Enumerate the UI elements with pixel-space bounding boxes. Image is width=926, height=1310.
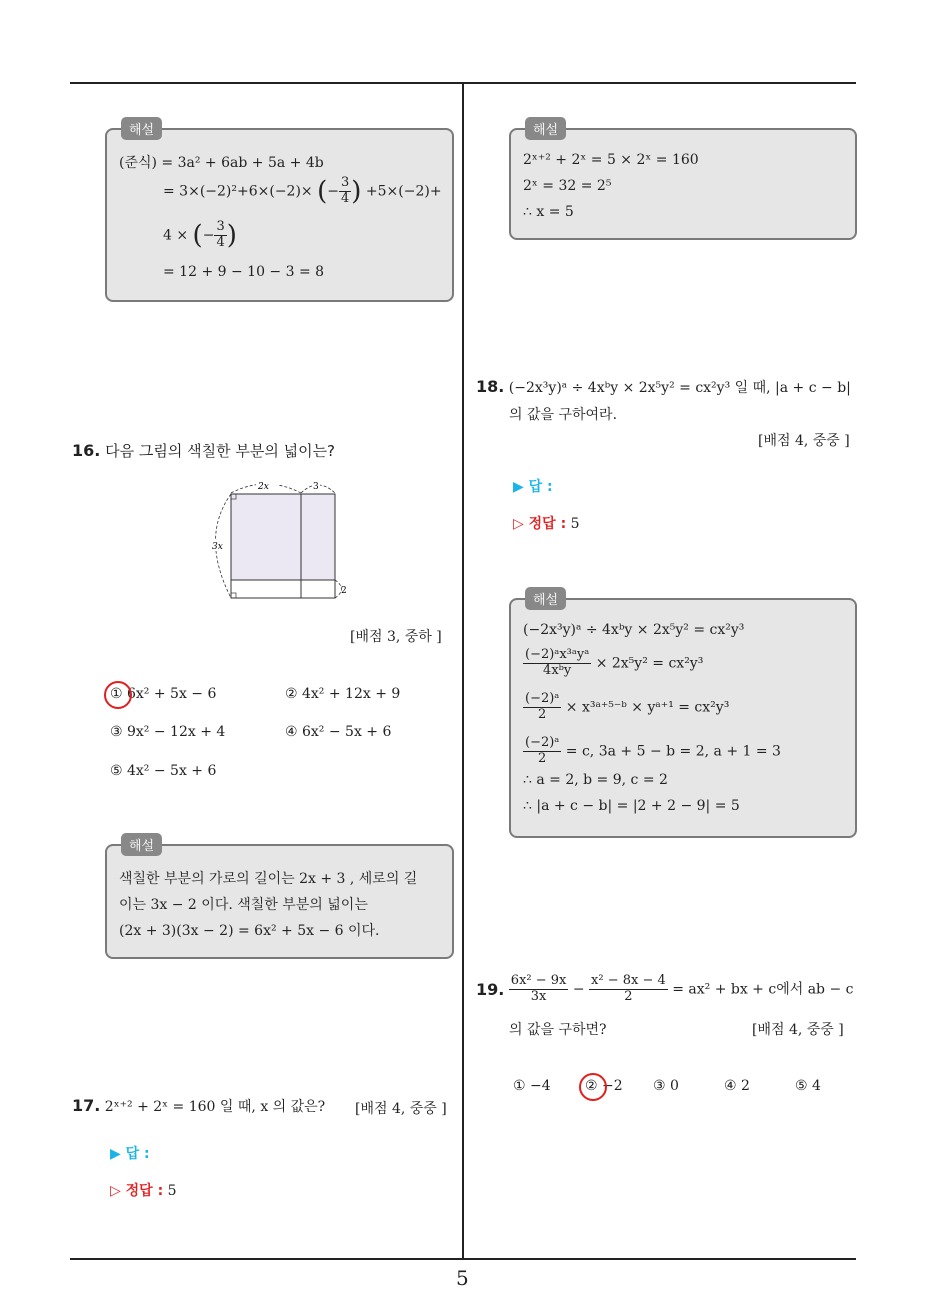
choice-1[interactable]: ① −4 (513, 1078, 551, 1094)
label-2x: 2x (258, 482, 269, 492)
choice-1[interactable]: ① 6x² + 5x − 6 (110, 686, 217, 702)
solution-tag: 해설 (121, 833, 162, 856)
label-3x: 3x (212, 542, 223, 552)
choice-5[interactable]: ⑤ 4 (795, 1078, 821, 1094)
solution-line: (2x + 3)(3x − 2) = 6x² + 5x − 6 이다. (119, 923, 380, 939)
question-18: 18. (−2x³y)ᵃ ÷ 4xᵇy × 2x⁵y² = cx²y³ 일 때, |a + c − b| (476, 377, 851, 396)
solution-line: (준식) = 3a² + 6ab + 5a + 4b (119, 155, 324, 171)
q16-score: [배점 3, 중하 ] (350, 629, 442, 645)
solution-box-15 (105, 123, 454, 302)
solution-line: $\frac{\text{(−2)ᵃ}}{2}$ = c, 3a + 5 − b = 2, a + 1 = 3 (525, 735, 781, 766)
solution-line: 2ˣ⁺² + 2ˣ = 5 × 2ˣ = 160 (523, 152, 699, 168)
solution-line: $\frac{\text{(−2)ᵃx³ᵃyᵃ}}{\text{4xᵇy}}$ × 2x⁵y² = cx²y³ (525, 647, 704, 678)
selected-answer-mark (579, 1073, 607, 1101)
choice-2[interactable]: ② 4x² + 12x + 9 (285, 686, 401, 702)
solution-line: (−2x³y)ᵃ ÷ 4xᵇy × 2x⁵y² = cx²y³ (523, 622, 745, 638)
q18-score: [배점 4, 중중 ] (758, 433, 850, 449)
question-text-cont: 의 값을 구하여라. (509, 407, 618, 423)
question-17: 17. 2ˣ⁺² + 2ˣ = 160 일 때, x 의 값은? (72, 1096, 326, 1115)
question-text: 다음 그림의 색칠한 부분의 넓이는? (105, 442, 336, 460)
solution-line: = 12 + 9 − 10 − 3 = 8 (163, 264, 325, 280)
solution-line: 이는 3x − 2 이다. 색칠한 부분의 넓이는 (119, 897, 368, 913)
label-2: 2 (341, 586, 347, 596)
page-number: 5 (456, 1266, 469, 1290)
question-text-cont: 의 값을 구하면? (509, 1022, 607, 1038)
question-text: (−2x³y)ᵃ ÷ 4xᵇy × 2x⁵y² = cx²y³ 일 때, |a + c − b| (508, 380, 851, 396)
choice-3[interactable]: ③ 9x² − 12x + 4 (110, 724, 226, 740)
bottom-rule (70, 1258, 856, 1260)
q17-score: [배점 4, 중중 ] (355, 1101, 447, 1117)
q19-score: [배점 4, 중중 ] (752, 1022, 844, 1038)
solution-line: 색칠한 부분의 가로의 길이는 2x + 3 , 세로의 길 (119, 871, 418, 887)
q18-correct: ▷ 정답 : 5 (513, 516, 580, 532)
solution-box-18 (509, 593, 857, 838)
choice-5[interactable]: ⑤ 4x² − 5x + 6 (110, 763, 217, 779)
solution-line: = 3×(−2)²+6×(−2)× (− $\frac{3}{4}$ ) +5×(−2)+ (163, 175, 442, 207)
q17-correct: ▷ 정답 : 5 (110, 1183, 177, 1199)
choice-4[interactable]: ④ 6x² − 5x + 6 (285, 724, 392, 740)
selected-answer-mark (104, 681, 132, 709)
q17-answer-label: ▶ 답 : (110, 1146, 150, 1162)
question-19: 19. $\frac{\text{6x² − 9x}}{3x}$ − $\frac{\text{x² − 8x − 4}}{2}$ = ax² + bx + c에서 ab − c (476, 973, 854, 1004)
shaded-region (231, 494, 335, 580)
solution-line: $\frac{\text{(−2)ᵃ}}{2}$ × x³ᵃ⁺⁵⁻ᵇ × yᵃ⁺¹ = cx²y³ (525, 691, 730, 722)
solution-tag: 해설 (121, 117, 162, 140)
q18-answer-label: ▶ 답 : (513, 479, 553, 495)
solution-tag: 해설 (525, 117, 566, 140)
solution-line: 4 × (− $\frac{3}{4}$ ) (163, 219, 237, 251)
solution-box-17 (509, 123, 857, 240)
solution-line: 2ˣ = 32 = 2⁵ (523, 178, 612, 194)
column-divider (462, 84, 464, 1260)
choice-4[interactable]: ④ 2 (724, 1078, 750, 1094)
question-16: 16. 다음 그림의 색칠한 부분의 넓이는? (72, 441, 336, 460)
solution-box-16 (105, 839, 454, 959)
choice-3[interactable]: ③ 0 (653, 1078, 679, 1094)
solution-line: ∴ a = 2, b = 9, c = 2 (523, 772, 668, 788)
solution-line: ∴ x = 5 (523, 204, 574, 220)
solution-line: ∴ |a + c − b| = |2 + 2 − 9| = 5 (523, 798, 740, 814)
q16-figure (208, 475, 358, 605)
question-text: 2ˣ⁺² + 2ˣ = 160 일 때, x 의 값은? (104, 1099, 326, 1115)
label-3: 3 (313, 482, 319, 492)
choice-2[interactable]: ② −2 (585, 1078, 623, 1094)
solution-tag: 해설 (525, 587, 566, 610)
unshaded-strip (231, 580, 335, 598)
